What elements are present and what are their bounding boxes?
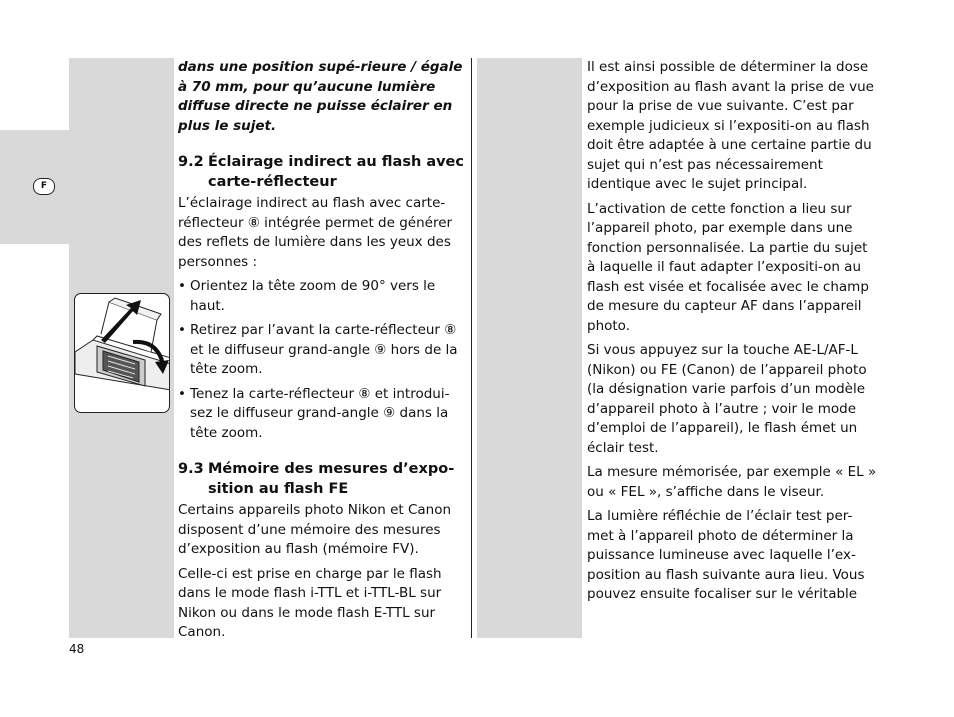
section-paragraph: Celle-ci est prise en charge par le flash dans le mode flash i-TTL et i-TTL-BL sur Nikon ou dans le mode flash E-TTL sur Canon.	[178, 565, 442, 640]
intro-continuation: dans une position supé-rieure / égale à 70 mm, pour qu’aucune lumière diffuse directe ne puisse éclairer en plus le sujet.	[178, 59, 463, 134]
left-text-column	[178, 58, 468, 648]
section-number: 9.2	[178, 154, 204, 170]
body-paragraph: La lumière réfléchie de l’éclair test per-met à l’appareil photo de déterminer la puissance lumineuse avec laquelle l’ex-position au flash suivante aura lieu. Vous pouvez ensuite focaliser sur le véritable	[587, 508, 865, 602]
list-item: • Retirez par l’avant la carte-réflecteur ⑧ et le diffuseur grand-angle ⑨ hors de la tête zoom.	[178, 322, 458, 377]
section-title: Mémoire des mesures d’expo-sition au flash FE	[208, 461, 455, 497]
body-paragraph: L’activation de cette fonction a lieu sur l’appareil photo, par exemple dans une fonction personnalisée. La partie du sujet à laquelle il faut adapter l’expositi-on au flash est visée et focalisée avec le champ de mesure du capteur AF dans l’appareil photo.	[587, 200, 869, 334]
column-divider	[471, 58, 472, 638]
section-paragraph: L’éclairage indirect au flash avec carte-réflecteur ⑧ intégrée permet de générer des reflets de lumière dans les yeux des personnes :	[178, 195, 453, 270]
page-number: 48	[69, 642, 85, 656]
section-heading-9-3	[178, 459, 468, 499]
body-paragraph: La mesure mémorisée, par exemple « EL » ou « FEL », s’affiche dans le viseur.	[587, 464, 877, 500]
section-heading-9-2	[178, 152, 468, 192]
flash-head-drawing	[75, 298, 170, 390]
flash-reflector-card-illustration	[74, 293, 170, 413]
list-item: • Tenez la carte-réflecteur ⑧ et introdui-sez le diffuseur grand-angle ⑨ dans la tête zoom.	[178, 385, 450, 441]
list-item: • Orientez la tête zoom de 90° vers le haut.	[178, 278, 436, 314]
right-margin-column	[477, 58, 582, 638]
right-text-column	[587, 58, 877, 610]
body-paragraph: Il est ainsi possible de déterminer la dose d’exposition au flash avant la prise de vue pour la prise de vue suivante. C’est par exemple judicieux si l’expositi-on au flash doit être adaptée à une certaine partie du sujet qui n’est pas nécessairement identique avec le sujet principal.	[587, 59, 874, 192]
section-number: 9.3	[178, 461, 204, 477]
section-paragraph: Certains appareils photo Nikon et Canon disposent d’une mémoire des mesures d’exposition au flash (mémoire FV).	[178, 502, 452, 557]
body-paragraph: Si vous appuyez sur la touche AE-L/AF-L (Nikon) ou FE (Canon) de l’appareil photo (la désignation varie parfois d’un modèle d’appareil photo à l’autre ; voir le mode d’emploi de l’appareil), le flash émet un éclair test.	[587, 342, 867, 456]
section-title: Éclairage indirect au flash avec carte-réflecteur	[208, 154, 464, 190]
language-badge: F	[33, 178, 55, 195]
instruction-list	[178, 277, 468, 443]
